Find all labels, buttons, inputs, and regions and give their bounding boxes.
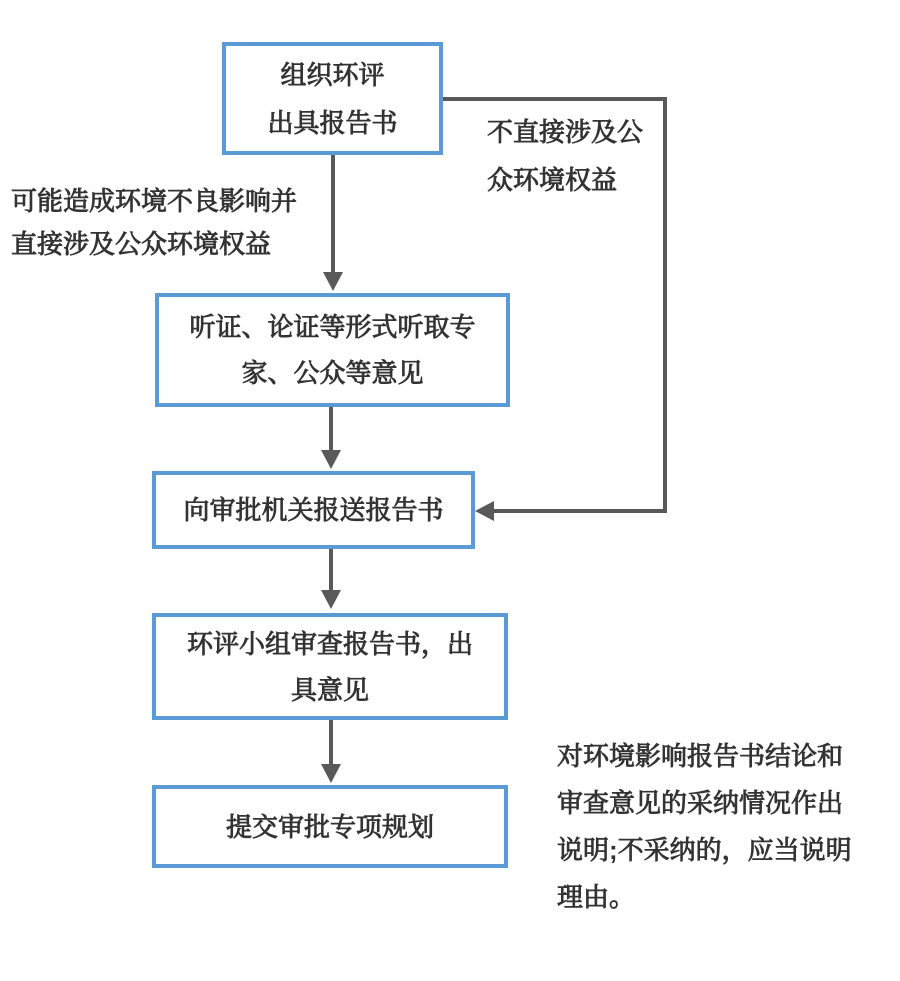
arrow-submit-to-review-line <box>329 549 333 591</box>
node-text-line: 环评小组审查报告书，出 <box>186 628 473 659</box>
node-text-line: 听证、论证等形式听取专 <box>189 312 476 342</box>
branch-label-no-direct-impact <box>487 108 643 204</box>
note-line: 说明;不采纳的，应当说明 <box>557 835 852 865</box>
arrowhead-down <box>321 450 341 469</box>
branch-label-direct-impact <box>11 180 297 266</box>
node-submit-plan <box>152 785 508 868</box>
arrowhead-down <box>321 590 341 609</box>
label-line: 直接涉及公众环境权益 <box>11 229 272 259</box>
note-line: 理由。 <box>557 882 636 912</box>
node-text-line: 组织环评 <box>280 59 385 90</box>
note-line: 对环境影响报告书结论和 <box>557 741 844 771</box>
note-adoption-explanation <box>557 733 852 921</box>
node-organize-eia <box>222 42 443 155</box>
arrowhead-left <box>475 501 494 521</box>
node-text-line: 向审批机关报送报告书 <box>183 495 444 525</box>
arrow-hearing-to-submit-line <box>329 407 333 451</box>
node-text-line: 具意见 <box>290 674 369 705</box>
node-text-line: 家、公众等意见 <box>241 358 424 388</box>
node-submit-report <box>152 471 475 549</box>
bypass-connector-bottom <box>494 509 667 513</box>
label-line: 不直接涉及公 <box>487 117 644 147</box>
node-eia-group-review <box>152 613 508 720</box>
arrowhead-down <box>323 272 343 291</box>
node-text-line: 出具报告书 <box>267 107 398 138</box>
note-line: 审查意见的采纳情况作出 <box>557 788 844 818</box>
arrow-organize-to-hearing-line <box>331 155 335 273</box>
arrowhead-down <box>321 764 341 783</box>
node-text-line: 提交审批专项规划 <box>225 811 434 842</box>
node-hearing-opinions <box>155 293 510 407</box>
label-line: 可能造成环境不良影响并 <box>11 186 298 216</box>
label-line: 众环境权益 <box>487 165 618 195</box>
arrow-review-to-plan-line <box>329 720 333 765</box>
bypass-connector-vertical <box>663 97 667 513</box>
bypass-connector-top <box>443 97 667 101</box>
